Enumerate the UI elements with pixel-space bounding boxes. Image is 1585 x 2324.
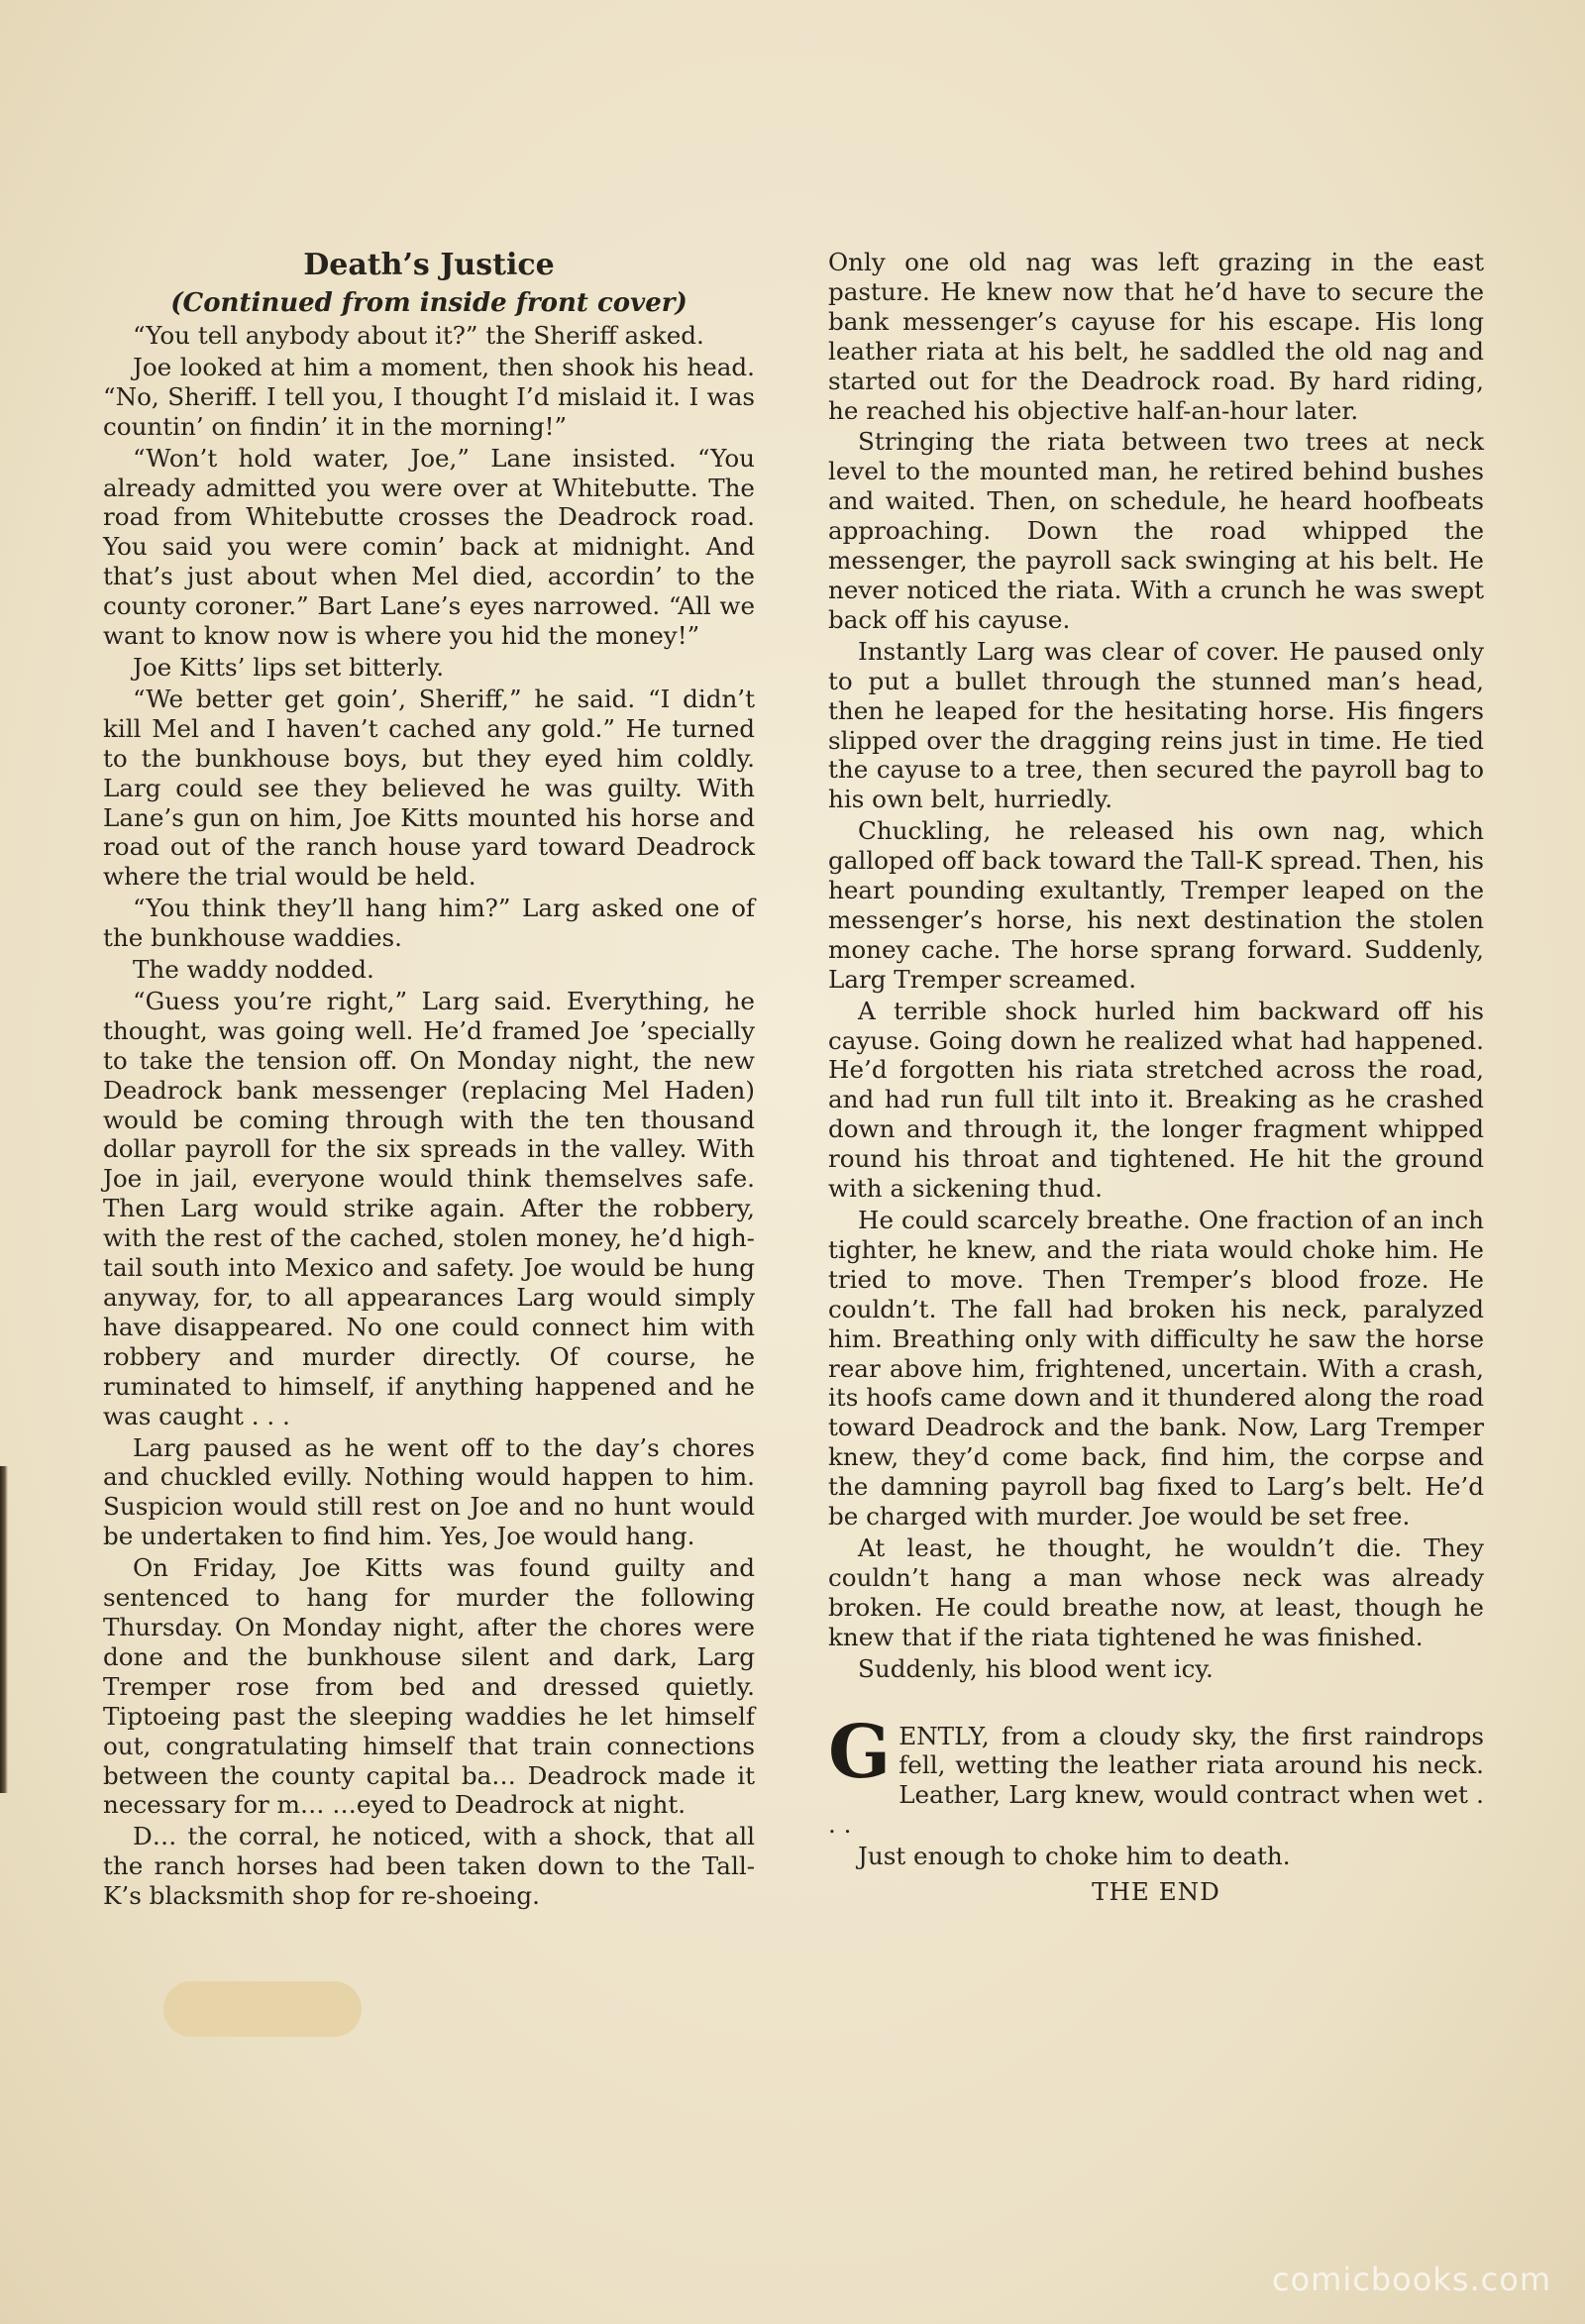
story-subtitle: (Continued from inside front cover) — [170, 288, 687, 318]
paragraph: Only one old nag was left grazing in the east pasture. He knew now that he’d have to secure the bank messenger’s cayuse for his escape. His long leather riata at his belt, he saddled the old nag and started out for the Deadrock road. By hard riding, he reached his objective half-an-hour later. — [828, 248, 1484, 425]
left-column — [103, 248, 755, 1913]
paper-stain — [163, 1981, 362, 2037]
paragraph: D… the corral, he noticed, with a shock, that all the ranch horses had been taken down to the Tall-K’s blacksmith shop for re-shoeing. — [103, 1822, 755, 1911]
paragraph: Chuckling, he released his own nag, which galloped off back toward the Tall-K spread. Then, his heart pounding exultantly, Tremper leaped on the messenger’s horse, his next destination the stolen money cache. The horse sprang forward. Suddenly, Larg Tremper screamed. — [828, 816, 1484, 994]
paragraph: Suddenly, his blood went icy. — [858, 1653, 1214, 1683]
closing-paragraph — [828, 1709, 1484, 1841]
paragraph: Joe looked at him a moment, then shook his head. “No, Sheriff. I tell you, I thought I’d mislaid it. I was countin’ on findin’ it in the morning!” — [103, 352, 755, 441]
paragraph: At least, he thought, he wouldn’t die. They couldn’t hang a man whose neck was already broken. He could breathe now, at least, though he knew that if the riata tightened he was finished. — [828, 1532, 1484, 1651]
paragraph: “Guess you’re right,” Larg said. Everything, he thought, was going well. He’d framed Joe ’specially to take the tension off. On Monday night, the new Deadrock bank messenger (replacing Mel Haden) would be coming through with the ten thousand dollar payroll for the six spreads in the valley. With Joe in jail, everyone would think themselves safe. Then Larg would strike again. After the robbery, with the rest of the cached, stolen money, he’d high-tail south into Mexico and safety. Joe would be hung anyway, for, to all appearances Larg would simply have disappeared. No one could connect him with robbery and murder directly. Of course, he ruminated to himself, if anything happened and he was caught . . . — [103, 986, 755, 1430]
paragraph: “Won’t hold water, Joe,” Lane insisted. “You already admitted you were over at Whitebutte. The road from Whitebutte crosses the Deadrock road. You said you were comin’ back at midnight. And that’s just about when Mel died, accordin’ to the county coroner.” Bart Lane’s eyes narrowed. “All we want to know now is where you hid the money!” — [103, 443, 755, 651]
paragraph: “You think they’ll hang him?” Larg asked one of the bunkhouse waddies. — [103, 894, 755, 953]
closing-text: ENTLY, from a cloudy sky, the first raindrops fell, wetting the leather riata around his neck. Leather, Larg knew, would contract when wet . . . — [828, 1721, 1484, 1840]
story-title: Death’s Justice — [303, 248, 555, 282]
paragraph: He could scarcely breathe. One fraction of an inch tighter, he knew, and the riata would choke him. He tried to move. Then Tremper’s blood froze. He couldn’t. The fall had broken his neck, paralyzed him. Breathing only with difficulty he saw the horse rear above him, frightened, uncertain. With a crash, its hoofs came down and it thundered along the road toward Deadrock and the bank. Now, Larg Tremper knew, they’d come back, find him, the corpse and the damning payroll bag fixed to Larg’s belt. He’d be charged with murder. Joe would be set free. — [828, 1206, 1484, 1532]
watermark: comicbooks.com — [1271, 2261, 1551, 2298]
paragraph: A terrible shock hurled him backward off his cayuse. Going down he realized what had happened. He’d forgotten his riata stretched across the road, and had run full tilt into it. Breaking as he crashed down and through it, the longer fragment whipped round his throat and tightened. He hit the ground with a sickening thud. — [828, 996, 1484, 1204]
paragraph: Joe Kitts’ lips set bitterly. — [133, 652, 445, 682]
right-column — [828, 248, 1484, 1909]
drop-cap: G — [828, 1709, 892, 1795]
paragraph: Larg paused as he went off to the day’s chores and chuckled evilly. Nothing would happen to him. Suspicion would still rest on Joe and no hunt would be undertaken to find him. Yes, Joe would hang. — [103, 1432, 755, 1551]
final-line: Just enough to choke him to death. — [858, 1842, 1291, 1871]
paragraph: “We better get goin’, Sheriff,” he said. “I didn’t kill Mel and I haven’t cached any gold.” He turned to the bunkhouse boys, but they eyed him coldly. Larg could see they believed he was guilty. With Lane’s gun on him, Joe Kitts mounted his horse and road out of the ranch house yard toward Deadrock where the trial would be held. — [103, 684, 755, 892]
binding-edge — [0, 1466, 8, 1793]
paragraph: The waddy nodded. — [133, 955, 374, 985]
paragraph: “You tell anybody about it?” the Sheriff asked. — [133, 321, 704, 350]
paragraph: Stringing the riata between two trees at neck level to the mounted man, he retired behind bushes and waited. Then, on schedule, he heard hoofbeats approaching. Down the road whipped the messenger, the payroll sack swinging at his belt. He never noticed the riata. With a crunch he was swept back off his cayuse. — [828, 427, 1484, 634]
the-end-label: THE END — [1092, 1877, 1220, 1907]
paragraph: Instantly Larg was clear of cover. He paused only to put a bullet through the stunned man’s head, then he leaped for the hesitating horse. His fingers slipped over the dragging reins just in time. He tied the cayuse to a tree, then secured the payroll bag to his own belt, hurriedly. — [828, 636, 1484, 814]
paragraph: On Friday, Joe Kitts was found guilty and sentenced to hang for murder the following Thursday. On Monday night, after the chores were done and the bunkhouse silent and dark, Larg Tremper rose from bed and dressed quietly. Tiptoeing past the sleeping waddies he let himself out, congratulating himself that train connections between the county capital ba… Deadrock made it necessary for m… …eyed to Deadrock at night. — [103, 1553, 755, 1820]
